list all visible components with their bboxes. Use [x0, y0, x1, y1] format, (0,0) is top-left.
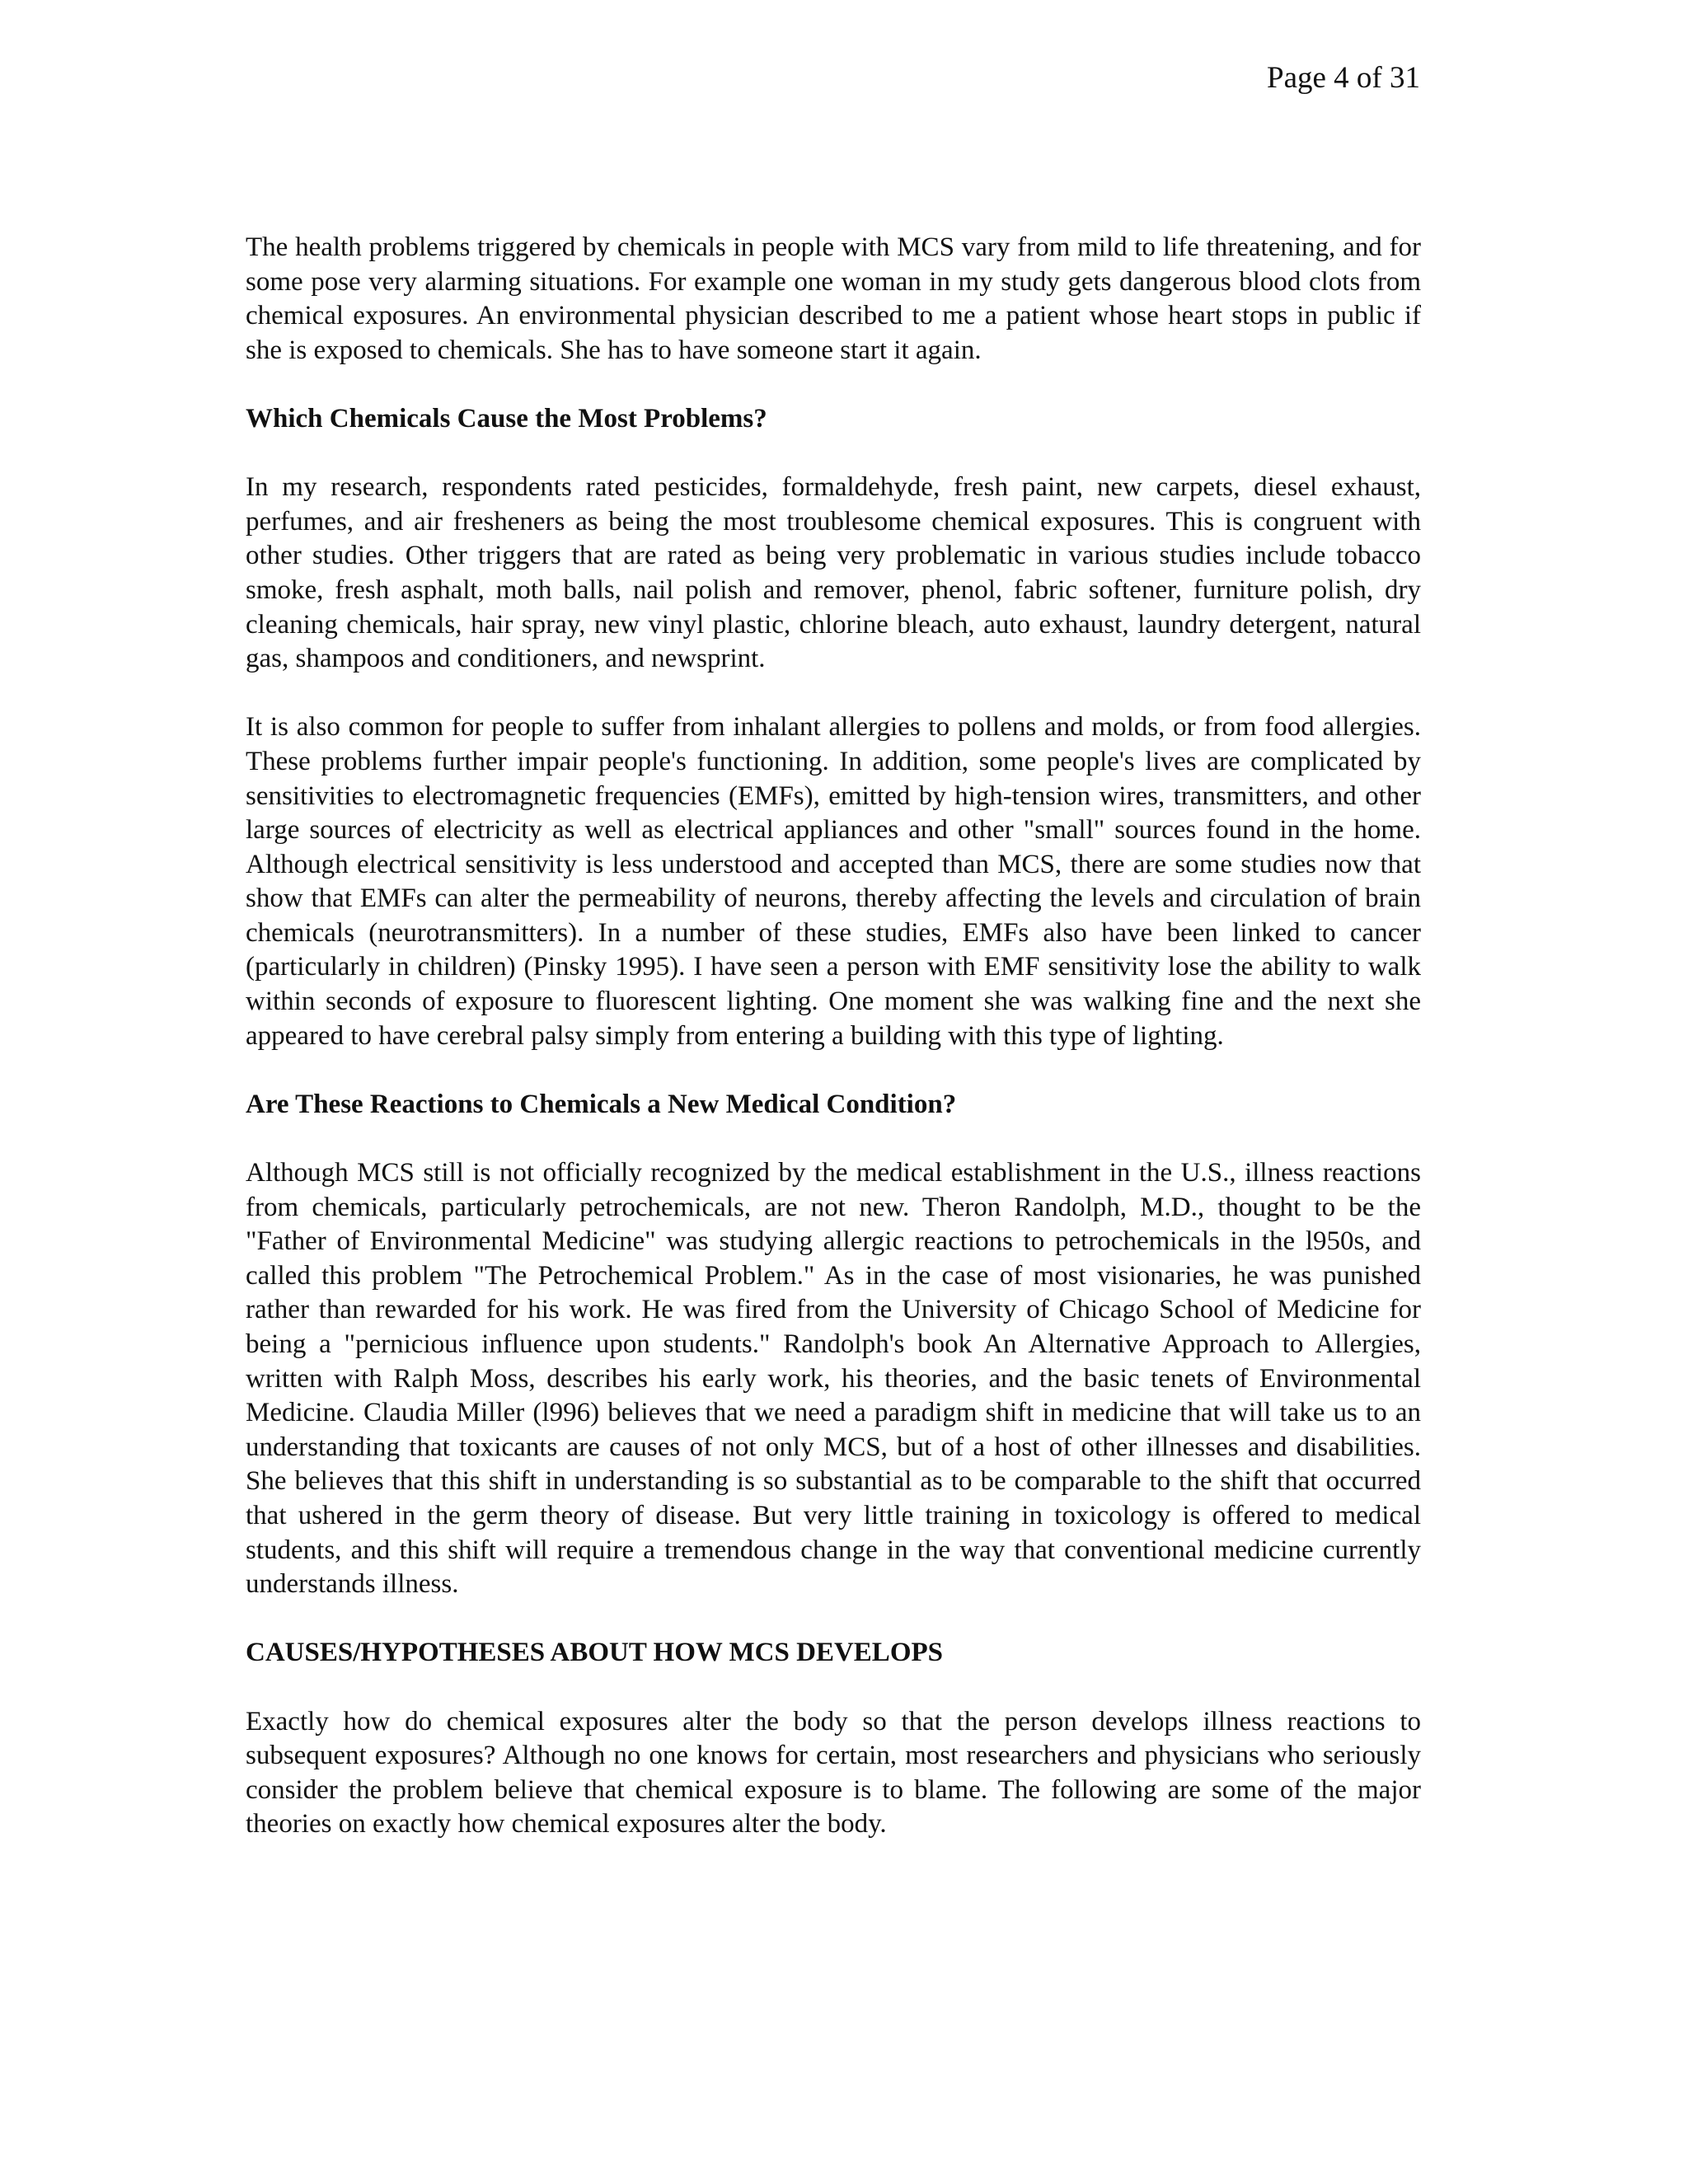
paragraph-research-ratings: In my research, respondents rated pesticides, formaldehyde, fresh paint, new carpets, diesel exhaust, perfumes, and air fresheners as being the most troublesome chemical exposures. This is congruent with other studies. Other triggers that are rated as being very problematic in various studies include tobacco smoke, fresh asphalt, moth balls, nail polish and remover, phenol, fabric softener, furniture polish, dry cleaning chemicals, hair spray, new vinyl plastic, chlorine bleach, auto exhaust, laundry detergent, natural gas, shampoos and conditioners, and newsprint. [246, 472, 1421, 674]
paragraph-health-problems: The health problems triggered by chemicals in people with MCS vary from mild to life threatening, and for some pose very alarming situations. For example one woman in my study gets dangerous blood clots from chemical exposures. An environmental physician described to me a patient whose heart stops in public if she is exposed to chemicals. She has to have someone start it again. [246, 232, 1421, 365]
paragraph-how-mcs-develops: Exactly how do chemical exposures alter the body so that the person develops illness reactions to subsequent exposures? Although no one knows for certain, most researchers and physicians who seriously consider the problem believe that chemical exposure is to blame. The following are some of the major theories on exactly how chemical exposures alter the body. [246, 1706, 1421, 1840]
page-number: Page 4 of 31 [1267, 61, 1420, 95]
paragraph-allergies-emf: It is also common for people to suffer from inhalant allergies to pollens and molds, or from food allergies. These problems further impair people's functioning. In addition, some people's lives are complicated by sensitivities to electromagnetic frequencies (EMFs), emitted by high-tension wires, transmitters, and other large sources of electricity as well as electrical appliances and other "small" sources found in the home. Although electrical sensitivity is less understood and accepted than MCS, there are some studies now that show that EMFs can alter the permeability of neurons, thereby affecting the levels and circulation of brain chemicals (neurotransmitters). In a number of these studies, EMFs also have been linked to cancer (particularly in children) (Pinsky 1995). I have seen a person with EMF sensitivity lose the ability to walk within seconds of exposure to fluorescent lighting. One moment she was walking fine and the next she appeared to have cerebral palsy simply from entering a building with this type of lighting. [246, 712, 1421, 1051]
spacer [246, 368, 1421, 402]
heading-causes-hypotheses: CAUSES/HYPOTHESES ABOUT HOW MCS DEVELOPS [246, 1638, 943, 1668]
spacer [246, 437, 1421, 471]
spacer [246, 1122, 1421, 1156]
spacer [246, 1671, 1421, 1705]
document-body [246, 231, 1421, 1842]
spacer [246, 1053, 1421, 1088]
paragraph-randolph-history: Although MCS still is not officially recognized by the medical establishment in the U.S., illness reactions from chemicals, particularly petrochemicals, are not new. Theron Randolph, M.D., thought to be the "Father of Environmental Medicine" was studying allergic reactions to petrochemicals in the l950s, and called this problem "The Petrochemical Problem." As in the case of most visionaries, he was punished rather than rewarded for his work. He was fired from the University of Chicago School of Medicine for being a "pernicious influence upon students." Randolph's book An Alternative Approach to Allergies, written with Ralph Moss, describes his early work, his theories, and the basic tenets of Environmental Medicine. Claudia Miller (l996) believes that we need a paradigm shift in medicine that will take us to an understanding that toxicants are causes of not only MCS, but of a host of other illnesses and disabilities. She believes that this shift in understanding is so substantial as to be comparable to the shift that occurred that ushered in the germ theory of disease. But very little training in toxicology is offered to medical students, and this shift will require a tremendous change in the way that conventional medicine currently understands illness. [246, 1158, 1421, 1600]
heading-which-chemicals: Which Chemicals Cause the Most Problems? [246, 403, 767, 434]
spacer [246, 677, 1421, 711]
heading-new-condition: Are These Reactions to Chemicals a New Medical Condition? [246, 1089, 957, 1119]
spacer [246, 1602, 1421, 1637]
